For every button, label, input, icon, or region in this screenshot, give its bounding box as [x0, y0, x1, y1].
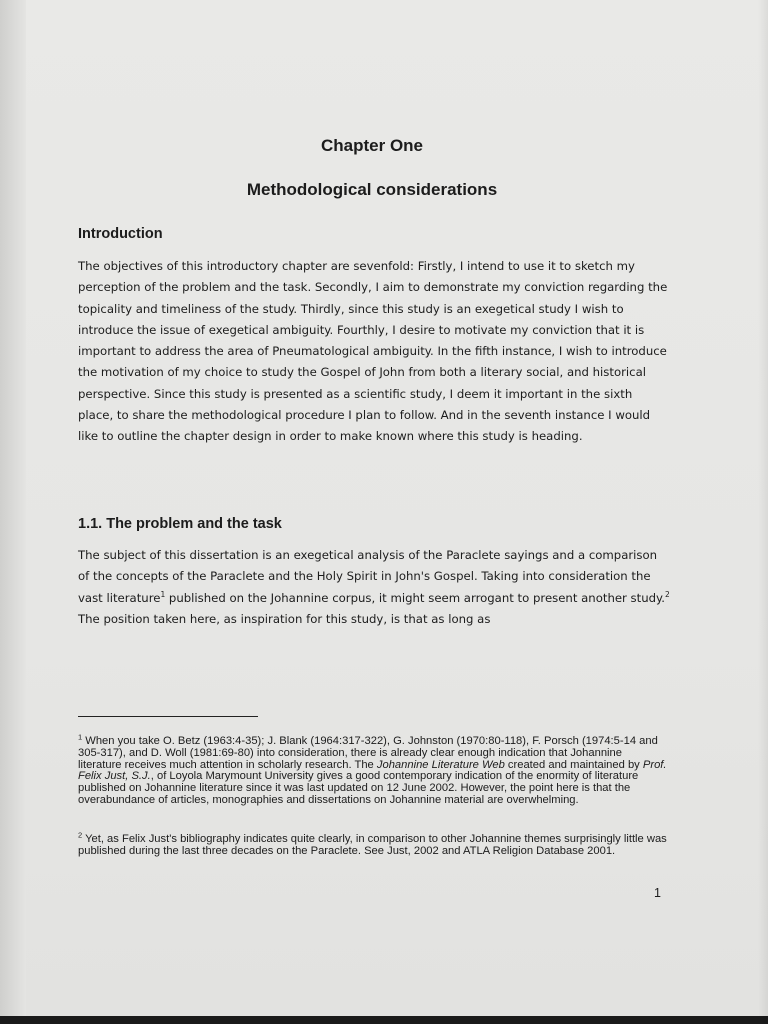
introduction-paragraph: The objectives of this introductory chapter are sevenfold: Firstly, I intend to use it to sketch my perception of the problem and the task. Secondly, I aim to demonstrate my conviction regarding the topicality and timeliness of the study. Thirdly, since this study is an exegetical study I wish to introduce the issue of exegetical ambiguity. Fourthly, I desire to motivate my conviction that it is important to address the area of Pneumatological ambiguity. In the fifth instance, I wish to introduce the motivation of my choice to study the Gospel of John from both a literary social, and historical perspective. Since this study is presented as a scientific study, I deem it important in the sixth place, to share the methodological procedure I plan to follow. And in the seventh instance I would like to outline the chapter design in order to make known where this study is heading. [78, 259, 668, 444]
footnote-ref-1: 1 [160, 589, 166, 599]
footnote-1-title: Johannine Literature Web [376, 758, 505, 771]
footnote-divider [78, 716, 258, 717]
footnote-1-text-b: created and maintained by [504, 758, 643, 771]
problem-task-heading: 1.1. The problem and the task [78, 516, 282, 532]
problem-task-text-b: published on the Johannine corpus, it might seem arrogant to present another study. [165, 590, 666, 605]
footnote-2-marker: 2 [78, 830, 83, 840]
footnote-1-text-a: When you take O. Betz (1963:4-35); J. Blank (1964:317-322), G. Johnston (1970:80-118), F. Porsch (1974:5-14 and 305-317), and D. Woll (1981:69-80) into consideration, there is already clear enough indication that Johannine literature receives much attention in scholarly research. The [78, 735, 658, 771]
problem-task-text-c: The position taken here, as inspiration for this study, is that as long as [78, 611, 491, 626]
scan-bottom-edge [0, 1016, 768, 1024]
footnote-1-marker: 1 [78, 732, 83, 742]
page-number: 1 [654, 886, 661, 900]
chapter-title: Methodological considerations [246, 180, 498, 199]
problem-task-text-a: The subject of this dissertation is an exegetical analysis of the Paraclete sayings and a comparison of the concepts of the Paraclete and the Holy Spirit in John's Gospel. Taking into consideration the vast literature [78, 548, 658, 605]
footnote-2 [78, 830, 668, 858]
footnote-1-author: Prof. Felix Just, S.J. [78, 758, 667, 783]
problem-task-paragraph [78, 545, 670, 630]
footnote-1 [78, 732, 668, 807]
introduction-heading: Introduction [78, 226, 163, 242]
footnote-1-text-c: , of Loyola Marymount University gives a good contemporary indication of the enormity of literature published on Johannine literature since it was last updated on 12 June 2002. However, the point here is that the overabundance of articles, monographies and dissertations on Johannine material are overwhelming. [78, 770, 639, 806]
footnote-2-text: Yet, as Felix Just's bibliography indicates quite clearly, in comparison to other Johannine themes surprisingly little was published during the last three decades on the Paraclete. See Just, 2002 and ATLA Religion Database 2001. [78, 833, 667, 857]
footnote-ref-2: 2 [665, 589, 670, 599]
chapter-number-title: Chapter One [320, 136, 424, 155]
